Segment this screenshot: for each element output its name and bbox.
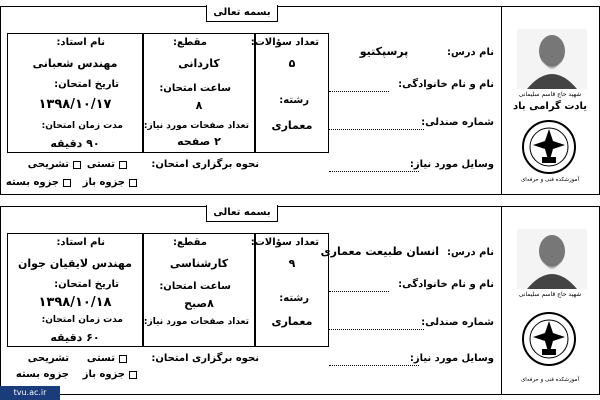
- exam-date-value: ۱۳۹۸/۱۰/۱۸: [38, 295, 112, 310]
- university-emblem-icon: [521, 311, 577, 367]
- level-label: مقطع:: [173, 237, 207, 248]
- level-value: کاردانی: [178, 57, 220, 70]
- exam-date-value: ۱۳۹۸/۱۰/۱۷: [38, 97, 112, 112]
- form-header-title: بسمه تعالی: [206, 5, 278, 22]
- seat-number-line: [329, 129, 424, 130]
- option-closed-book-label: جزوه بسته: [15, 369, 69, 380]
- exam-time-value: ۸: [195, 99, 203, 112]
- field-value: معماری: [271, 315, 313, 328]
- seat-number-label: شماره صندلی:: [421, 317, 494, 328]
- course-value: انسان طبیعت معماری: [320, 245, 439, 258]
- duration-label: مدت زمان امتحان:: [41, 121, 123, 131]
- questions-count-value: ۵: [288, 57, 296, 70]
- emblem-caption: آموزشکده فنی و حرفه‌ای: [520, 377, 579, 383]
- student-name-label: نام و نام خانوادگی:: [398, 279, 494, 290]
- exam-header-form-1: [0, 6, 600, 195]
- pages-label: تعداد صفحات مورد نیاز:: [143, 121, 249, 131]
- option-test-checkbox[interactable]: [119, 161, 127, 169]
- option-closed-book-checkbox[interactable]: [63, 179, 71, 187]
- course-value: پرسپکتیو: [359, 45, 409, 58]
- pages-value: ۲ صفحه: [177, 135, 221, 148]
- course-label: نام درس:: [446, 247, 494, 258]
- teacher-date-box: [7, 33, 143, 153]
- portrait-image: [517, 229, 587, 289]
- field-value: معماری: [271, 119, 313, 132]
- option-test-label: تستی: [86, 159, 115, 170]
- exam-time-label: ساعت امتحان:: [159, 281, 231, 292]
- questions-count-value: ۹: [288, 257, 296, 270]
- teacher-label: نام استاد:: [56, 237, 105, 248]
- exam-date-label: تاریخ امتحان:: [54, 79, 119, 90]
- exam-time-value: ۸صبح: [184, 297, 214, 310]
- option-test-checkbox[interactable]: [119, 355, 127, 363]
- logo-column: [501, 7, 599, 194]
- field-label: رشته:: [279, 95, 309, 106]
- duration-label: مدت زمان امتحان:: [41, 315, 123, 325]
- option-open-book-checkbox[interactable]: [129, 371, 137, 379]
- teacher-value: مهندس شعبانی: [32, 57, 118, 70]
- seat-number-label: شماره صندلی:: [421, 117, 494, 128]
- portrait-caption: شهید حاج قاسم سلیمانی: [518, 291, 582, 298]
- option-test-label: تستی: [86, 353, 115, 364]
- footer-site-logo: tvu.ac.ir: [0, 386, 60, 400]
- course-label: نام درس:: [446, 47, 494, 58]
- teacher-value: مهندس لایقیان جوان: [18, 257, 132, 270]
- emblem-caption: آموزشکده فنی و حرفه‌ای: [520, 177, 579, 183]
- exam-header-form-2: [0, 206, 600, 395]
- level-value: کارشناسی: [169, 257, 229, 270]
- exam-method-label: نحوه برگزاری امتحان:: [151, 353, 259, 364]
- duration-value: ۹۰ دقیقه: [50, 137, 100, 150]
- student-name-label: نام و نام خانوادگی:: [398, 79, 494, 90]
- logo-column: [501, 207, 599, 394]
- portrait-image: [517, 29, 587, 89]
- level-label: مقطع:: [173, 37, 207, 48]
- questions-count-label: تعداد سؤالات:: [250, 237, 319, 248]
- questions-field-box: [255, 33, 329, 153]
- duration-value: ۶۰ دقیقه: [50, 331, 100, 344]
- option-open-book-checkbox[interactable]: [129, 179, 137, 187]
- university-emblem-icon: [521, 119, 577, 175]
- questions-count-label: تعداد سؤالات:: [250, 37, 319, 48]
- option-closed-book-label: جزوه بسته: [5, 177, 59, 188]
- student-name-line: [329, 291, 389, 292]
- form-header-title: بسمه تعالی: [206, 205, 278, 222]
- tools-line: [329, 365, 419, 366]
- seat-number-line: [329, 329, 424, 330]
- field-label: رشته:: [279, 293, 309, 304]
- tools-line: [329, 171, 419, 172]
- portrait-caption: شهید حاج قاسم سلیمانی: [518, 91, 582, 98]
- option-open-book-label: جزوه باز: [82, 369, 125, 380]
- exam-time-label: ساعت امتحان:: [159, 83, 231, 94]
- exam-date-label: تاریخ امتحان:: [54, 279, 119, 290]
- teacher-label: نام استاد:: [56, 37, 105, 48]
- exam-method-label: نحوه برگزاری امتحان:: [151, 159, 259, 170]
- teacher-date-box: [7, 233, 143, 347]
- option-descriptive-checkbox[interactable]: [73, 161, 81, 169]
- tools-label: وسایل مورد نیاز:: [409, 353, 494, 364]
- tools-label: وسایل مورد نیاز:: [409, 159, 494, 170]
- pages-label: تعداد صفحات مورد نیاز:: [143, 317, 249, 327]
- portrait-caption-2: یادت گرامی باد: [512, 101, 588, 112]
- option-open-book-label: جزوه باز: [82, 177, 125, 188]
- questions-field-box: [255, 233, 329, 347]
- student-name-line: [329, 91, 389, 92]
- option-descriptive-label: تشریحی: [27, 353, 69, 364]
- option-descriptive-label: تشریحی: [27, 159, 69, 170]
